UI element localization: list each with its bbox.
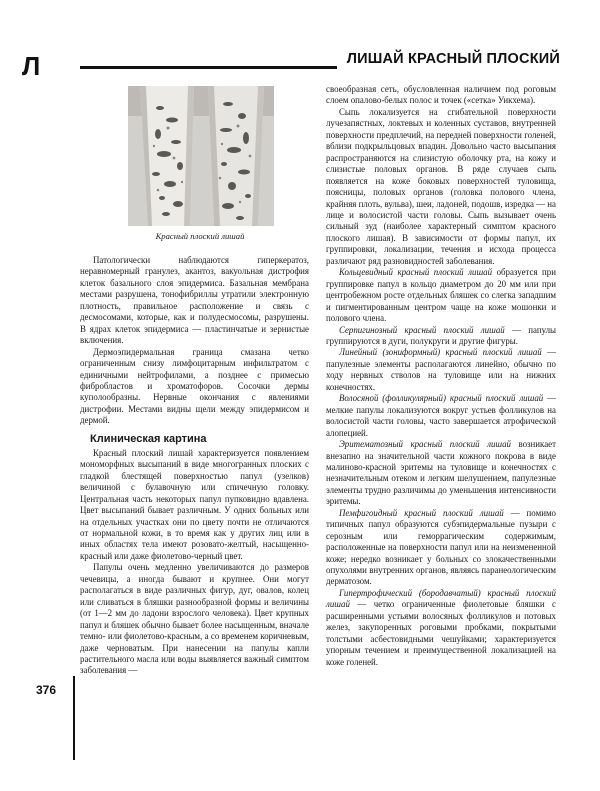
variety-term: Эритематозный красный плоский лишай bbox=[339, 439, 511, 450]
variety-linear bbox=[326, 347, 556, 393]
clinical-photo bbox=[128, 86, 274, 226]
variety-follicular bbox=[326, 393, 556, 439]
paragraph-pathology: Патологически наблюдаются гиперкератоз, неравномерный гранулез, акантоз, вакуольная дистрофия клеток базального слоя эпидермиса. Базальная мембрана местами разрушена, тонофибриллы утратили электронную плотность, правильное расположение и связь с десмосомами, которые, как и полудесмосомы, разрушены. В ядрах клеток эпидермиса — пластинчатые и зернистые включения. bbox=[80, 255, 309, 346]
variety-text: — помимо типичных папул образуются субэпидермальные пузыри с серозным или геморрагическим содержимым, расположенные на поверхности папул или на неизмененной коже; нередко возникает у больных со злокачественными опухолями внутренних органов, являясь паранеологическим дерматозом. bbox=[326, 507, 556, 587]
variety-term: Гипертрофический (бородавчатый) красный плоский лишай bbox=[326, 587, 556, 610]
variety-hypertrophic bbox=[326, 588, 556, 668]
paragraph-clinical-1: Красный плоский лишай характеризуется появлением мономорфных высыпаний в виде многогранных плоских с гладкой блестящей поверхностью папул (узелков) величиной с булавочную или спичечную головку. Центральная часть некоторых папул пупковидно вдавлена. Цвет высыпаний бывает различным. У одних больных или на отдельных участках они по цвету почти не отличаются от нормальной кожи, в то время как у других лиц или в иных областях тела имеют розовато-желтый, насыщенно-красный или даже фиолетово-черный цвет. bbox=[80, 447, 309, 561]
variety-term: Серпигинозный красный плоский лишай bbox=[339, 324, 505, 335]
variety-term: Линейный (зониформный) красный плоский лишай bbox=[339, 347, 542, 358]
paragraph-dermoepidermal: Дермоэпидермальная граница смазана четко ограниченным снизу лимфоцитарным инфильтратом с единичными нейтрофилами, а позднее с примесью фибробластов и хроматофоров. Сосочки дермы куполообразны. Нервные окончания с явлениями дистрофии. Местами видны щели между эпидермисом и дермой. bbox=[80, 346, 309, 426]
variety-term: Пемфигоидный красный плоский лишай bbox=[339, 507, 504, 518]
paragraph-continuation: своеобразная сеть, обусловленная наличием под роговым слоем опалово-белых полос и точек («сетка» Уикхема). bbox=[326, 84, 556, 106]
variety-annular bbox=[326, 267, 556, 324]
variety-serpiginous bbox=[326, 325, 556, 348]
page-number-bar bbox=[73, 676, 75, 760]
section-heading: Клиническая картина bbox=[90, 432, 207, 445]
variety-text: — папулы группируются в дуги, полукруги и другие фигуры. bbox=[326, 324, 557, 346]
variety-text: — мелкие папулы локализуются вокруг устьев фолликулов на волосистой части головы, часто завершается атрофической алопецией. bbox=[326, 393, 556, 438]
variety-term: Кольцевидный красный плоский лишай bbox=[339, 267, 493, 278]
variety-text: образуется при группировке папул в кольцо диаметром до 20 мм или при центробежном росте отдельных бляшек со слегка западшим и пигментированным центром чаще на коже мошонки и полового члена. bbox=[326, 267, 556, 324]
section-letter: Л bbox=[22, 51, 41, 81]
variety-text: возникает внезапно на значительной части кожного покрова в виде малиново-красной эритемы на туловище и конечностях с незначительным отеком и легким шелушением, папулезные элементы трудно различимы до уменьшения интенсивности эритемы. bbox=[326, 439, 556, 507]
right-column bbox=[326, 84, 556, 668]
variety-text: — четко ограниченные фиолетовые бляшки с расширенными устьями волосяных фолликулов и потовых желез, закупоренных роговыми пробками, покрытыми толстыми асбестовидными чешуйками; характеризуется упорным течением и преимущественной локализацией на коже голеней. bbox=[326, 599, 556, 667]
paragraph-localization: Сыпь локализуется на сгибательной поверхности лучезапястных, локтевых и коленных суставов, внутренней поверхности предплечий, на передней поверхности голеней, вблизи подкрыльцовых впадин. Довольно часто высыпания распространяются на слизистую оболочку рта, на кожу и слизистые половых органов. В ряде случаев сыпь появляется на коже боковых поверхностей туловища, поясницы, половых органов (головка полового члена, крайняя плоть, вульва), шеи, ладоней, подошв, изредка — на лице и волосистой части головы. Сыпь вызывает очень сильный зуд (наиболее характерный симптом красного плоского лишая). В зависимости от формы папул, их группировки, локализации, течения и исхода процесса различают ряд разновидностей заболевания. bbox=[326, 106, 556, 266]
paragraph-clinical-2: Папулы очень медленно увеличиваются до размеров чечевицы, а иногда бывают и крупнее. Они могут располагаться в виде различных фигур, дуг, овалов, колец или сливаться в бляшки разнообразной формы и величины (от 1—2 мм до ладони взрослого человека). Цвет крупных папул и бляшек обычно бывает более насыщенным, вначале темно- или фиолетово-красным, а со временем коричневым, даже черноватым. При нанесении на папулы капли растительного масла или воды выявляется важный симптом заболевания — bbox=[80, 562, 309, 676]
variety-text: — папулезные элементы располагаются линейно, обычно по ходу нервных стволов на туловище или на нижних конечностях. bbox=[326, 347, 556, 392]
variety-erythematous bbox=[326, 439, 556, 508]
left-column bbox=[80, 255, 309, 677]
variety-pemphigoid bbox=[326, 508, 556, 588]
page-number: 376 bbox=[36, 683, 57, 697]
variety-term: Волосяной (фолликулярный) красный плоский лишай bbox=[339, 393, 544, 404]
running-title: ЛИШАЙ КРАСНЫЙ ПЛОСКИЙ bbox=[337, 49, 560, 69]
figure-caption: Красный плоский лишай bbox=[155, 231, 245, 241]
